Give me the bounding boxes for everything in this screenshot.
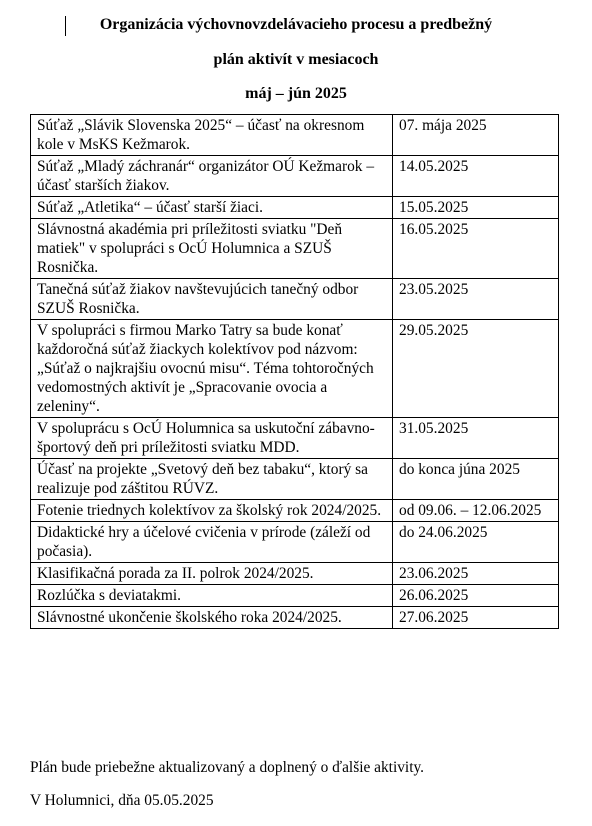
activity-date: od 09.06. – 12.06.2025 bbox=[393, 500, 559, 522]
activity-row bbox=[31, 500, 559, 522]
activity-description: Didaktické hry a účelové cvičenia v prírode (záleží od počasia). bbox=[31, 522, 393, 563]
activity-description: V spoluprácu s OcÚ Holumnica sa uskutoční zábavno-športový deň pri príležitosti sviatku MDD. bbox=[31, 418, 393, 459]
document-title-line-3: máj – jún 2025 bbox=[245, 85, 347, 102]
activity-date: do konca júna 2025 bbox=[393, 459, 559, 500]
activity-description: Slávnostné ukončenie školského roka 2024/2025. bbox=[31, 607, 393, 629]
activity-date: 27.06.2025 bbox=[393, 607, 559, 629]
activities-table bbox=[30, 114, 559, 629]
activity-description: Fotenie triednych kolektívov za školský rok 2024/2025. bbox=[31, 500, 393, 522]
activity-row bbox=[31, 563, 559, 585]
activity-row bbox=[31, 459, 559, 500]
activity-description: V spolupráci s firmou Marko Tatry sa bude konať každoročná súťaž žiackych kolektívov pod názvom: „Súťaž o najkrajšiu ovocnú misu“. Téma tohtoročných vedomostných aktivít je „Spracovanie ovocia a zeleniny“. bbox=[31, 320, 393, 418]
activity-date: 29.05.2025 bbox=[393, 320, 559, 418]
activity-description: Slávnostná akadémia pri príležitosti sviatku "Deň matiek" v spolupráci s OcÚ Holumnica a SZUŠ Rosnička. bbox=[31, 219, 393, 279]
activity-date: do 24.06.2025 bbox=[393, 522, 559, 563]
activity-row bbox=[31, 607, 559, 629]
activity-description: Súťaž „Slávik Slovenska 2025“ – účasť na okresnom kole v MsKS Kežmarok. bbox=[31, 115, 393, 156]
footer-note: Plán bude priebežne aktualizovaný a doplnený o ďalšie aktivity. bbox=[30, 759, 425, 776]
activity-row bbox=[31, 320, 559, 418]
activity-description: Účasť na projekte „Svetový deň bez tabaku“, ktorý sa realizuje pod záštitou RÚVZ. bbox=[31, 459, 393, 500]
activity-row bbox=[31, 418, 559, 459]
activities-table-body bbox=[31, 115, 559, 629]
activity-description: Súťaž „Mladý záchranár“ organizátor OÚ Kežmarok – účasť starších žiakov. bbox=[31, 156, 393, 197]
document-title-line-2: plán aktivít v mesiacoch bbox=[213, 51, 379, 68]
activity-row bbox=[31, 585, 559, 607]
activity-date: 31.05.2025 bbox=[393, 418, 559, 459]
activity-date: 14.05.2025 bbox=[393, 156, 559, 197]
activity-description: Rozlúčka s deviatakmi. bbox=[31, 585, 393, 607]
document-title-line-1: Organizácia výchovnovzdelávacieho procesu a predbežný bbox=[99, 16, 493, 33]
activity-row bbox=[31, 197, 559, 219]
footer-place-date: V Holumnici, dňa 05.05.2025 bbox=[30, 792, 214, 809]
activity-description: Tanečná súťaž žiakov navštevujúcich tanečný odbor SZUŠ Rosnička. bbox=[31, 279, 393, 320]
activity-date: 15.05.2025 bbox=[393, 197, 559, 219]
activity-row bbox=[31, 522, 559, 563]
activity-date: 16.05.2025 bbox=[393, 219, 559, 279]
activity-row bbox=[31, 156, 559, 197]
activity-date: 07. mája 2025 bbox=[393, 115, 559, 156]
activity-date: 26.06.2025 bbox=[393, 585, 559, 607]
activity-description: Klasifikačná porada za II. polrok 2024/2025. bbox=[31, 563, 393, 585]
activity-date: 23.06.2025 bbox=[393, 563, 559, 585]
activity-row bbox=[31, 279, 559, 320]
activity-date: 23.05.2025 bbox=[393, 279, 559, 320]
activity-row bbox=[31, 115, 559, 156]
activity-row bbox=[31, 219, 559, 279]
activity-description: Súťaž „Atletika“ – účasť starší žiaci. bbox=[31, 197, 393, 219]
